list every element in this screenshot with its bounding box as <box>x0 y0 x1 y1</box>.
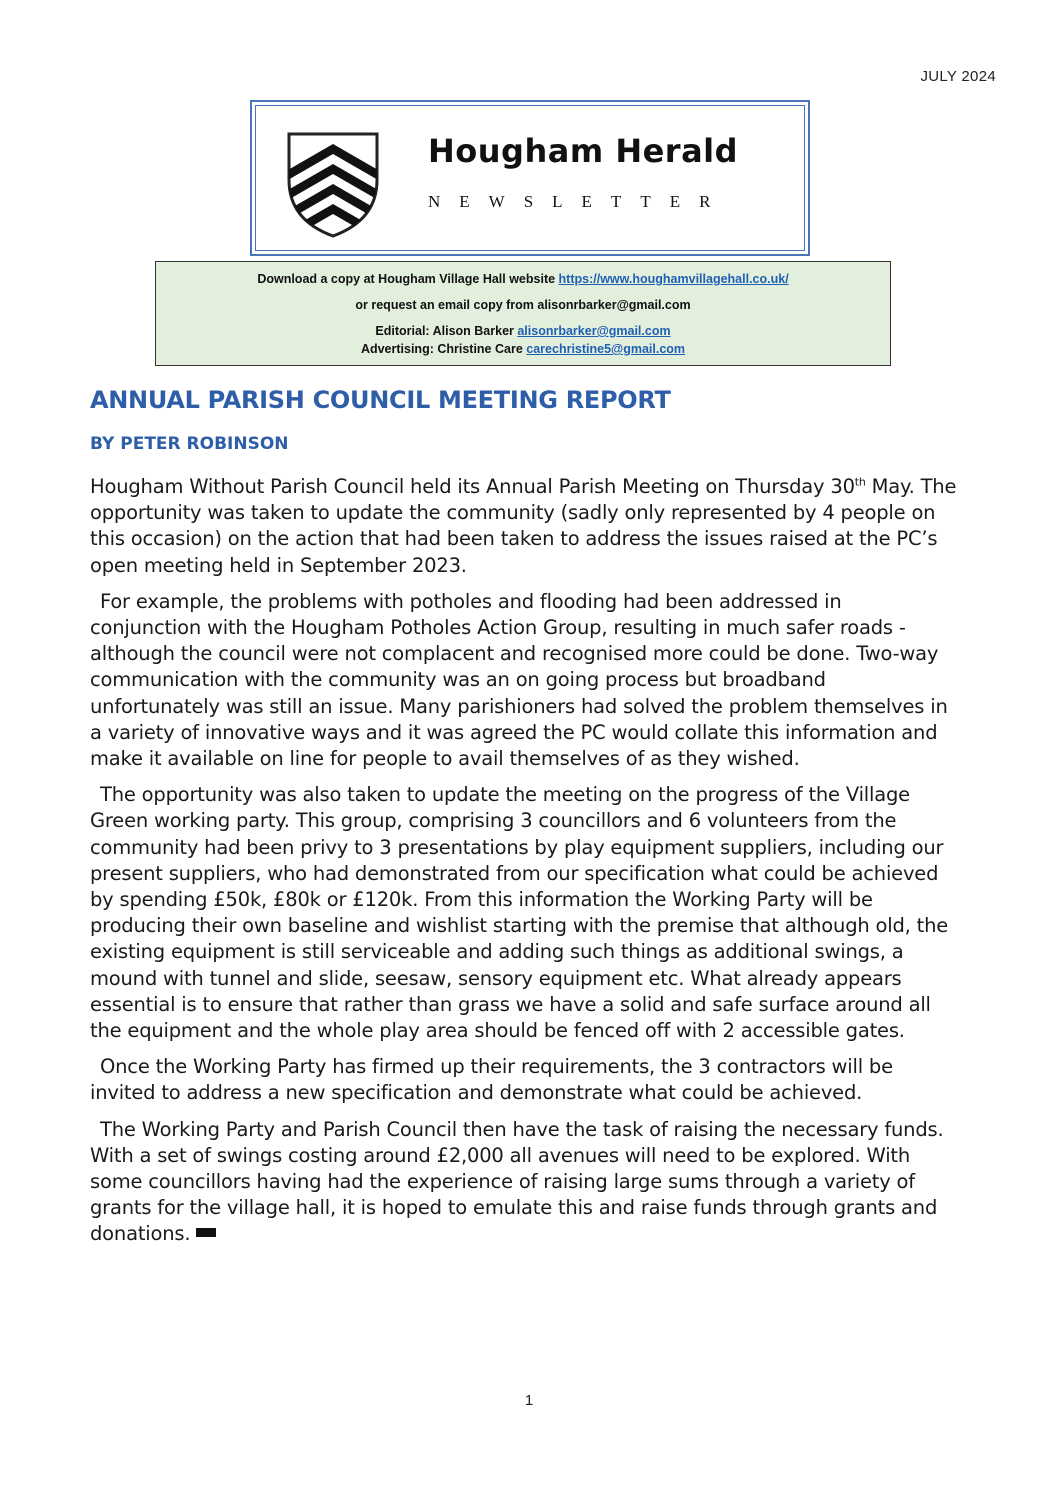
paragraph-1-text: Hougham Without Parish Council held its Annual Parish Meeting on Thursday 30 <box>90 475 855 498</box>
article-byline: BY PETER ROBINSON <box>90 434 289 454</box>
website-link[interactable]: https://www.houghamvillagehall.co.uk/ <box>558 272 789 286</box>
editorial-line <box>156 324 890 338</box>
newsletter-subtitle: NEWSLETTER <box>428 192 730 211</box>
paragraph-1 <box>90 474 958 579</box>
editorial-email-link[interactable]: alisonrbarker@gmail.com <box>517 324 671 338</box>
download-line <box>156 272 890 286</box>
paragraph-5 <box>90 1117 958 1248</box>
ordinal-suffix: th <box>854 475 866 489</box>
page-number: 1 <box>524 1392 534 1409</box>
contact-info-box <box>155 261 891 366</box>
download-text: Download a copy at Hougham Village Hall website <box>257 272 559 286</box>
advertising-line <box>156 342 890 356</box>
masthead <box>250 100 810 256</box>
paragraph-3: The opportunity was also taken to update the meeting on the progress of the Village Green working party. This group, comprising 3 councillors and 6 volunteers from the community had been privy to 3 presentations by play equipment suppliers, including our present suppliers, who had demonstrated from our specification what could be achieved by spending £50k, £80k or £120k. From this information the Working Party will be producing their own baseline and wishlist starting with the premise that although old, the existing equipment is still serviceable and adding such things as additional swings, a mound with tunnel and slide, seesaw, sensory equipment etc. What already appears essential is to ensure that rather than grass we have a solid and safe surface around all the equipment and the whole play area should be fenced off with 2 accessible gates. <box>90 783 949 1043</box>
paragraph-4: Once the Working Party has firmed up their requirements, the 3 contractors will be invited to address a new specification and demonstrate what could be achieved. <box>90 1055 893 1105</box>
article-headline: ANNUAL PARISH COUNCIL MEETING REPORT <box>90 386 671 414</box>
paragraph-5-text: The Working Party and Parish Council then have the task of raising the necessary funds. With a set of swings costing around £2,000 all avenues will need to be explored. With some councillors having had the experience of raising large sums through a variety of grants for the village hall, it is hoped to emulate this and raise funds through grants and donations. <box>90 1117 944 1246</box>
advertising-email-link[interactable]: carechristine5@gmail.com <box>526 342 686 356</box>
request-copy-text: or request an email copy from alisonrbarker@gmail.com <box>355 298 691 312</box>
editorial-label: Editorial: Alison Barker <box>375 324 518 338</box>
paragraph-2: For example, the problems with potholes and flooding had been addressed in conjunction with the Hougham Potholes Action Group, resulting in much safer roads - although the council were not complacent and recognised more could be done. Two-way communication with the community was an on going process but broadband unfortunately was still an issue. Many parishioners had solved the problem themselves in a variety of innovative ways and it was agreed the PC would collate this information and make it available on line for people to avail themselves of as they wished. <box>90 589 948 771</box>
newsletter-title: Hougham Herald <box>428 132 739 170</box>
end-of-article-icon <box>196 1228 216 1237</box>
paragraph-1-text-cont: May. The opportunity was taken to update the community (sadly only represented by 4 people on this occasion) on the action that had been taken to address the issues raised at the PC’s open meeting held in September 2023. <box>90 475 957 577</box>
masthead-inner-frame <box>255 105 805 251</box>
article-body <box>90 474 958 1258</box>
issue-date: JULY 2024 <box>920 68 996 85</box>
advertising-label: Advertising: Christine Care <box>360 342 527 356</box>
shield-chevrons-icon <box>286 128 380 240</box>
